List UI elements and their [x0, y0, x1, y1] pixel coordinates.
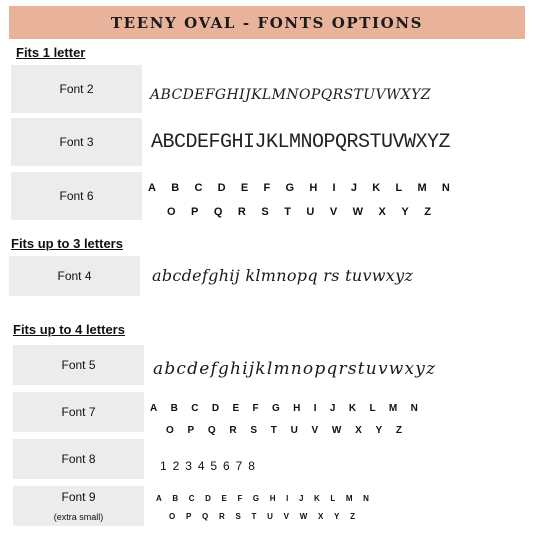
sample-letter: C	[194, 182, 203, 194]
sample-letter: W	[299, 512, 308, 521]
sample-letter: H	[269, 494, 276, 503]
sample-letter: Z	[424, 206, 431, 218]
sample-letter: P	[187, 425, 195, 436]
sample-letter: N	[441, 182, 450, 194]
sample-letter: R	[237, 206, 246, 218]
sample-letter: I	[332, 182, 336, 194]
sample-letter: P	[185, 512, 192, 521]
sample-letter: S	[261, 206, 269, 218]
sample-letter: E	[232, 403, 240, 414]
font-2-label-box	[11, 65, 142, 113]
section-heading-fits-up-to-4-letters: Fits up to 4 letters	[13, 322, 125, 337]
font-5-label-box	[13, 345, 144, 385]
sample-letter: G	[271, 403, 280, 414]
sample-letter: F	[263, 182, 271, 194]
font-9-sample-row-1	[156, 494, 369, 503]
sample-letter: J	[298, 494, 304, 503]
sample-letter: X	[378, 206, 386, 218]
sample-letter: P	[191, 206, 199, 218]
sample-letter: F	[237, 494, 243, 503]
sample-letter: U	[306, 206, 315, 218]
sample-letter: N	[363, 494, 369, 503]
sample-letter: U	[267, 512, 273, 521]
font-9-sample-row-2	[169, 512, 355, 521]
sample-letter: O	[166, 425, 174, 436]
sample-letter: G	[285, 182, 295, 194]
font-4-sample: abcdefghij klmnopq rs tuvwxyz	[152, 266, 414, 285]
sample-letter: O	[167, 206, 176, 218]
sample-letter: Y	[334, 512, 340, 521]
sample-letter: N	[410, 403, 418, 414]
sample-letter: Y	[401, 206, 409, 218]
sample-letter: V	[329, 206, 338, 218]
sample-letter: H	[309, 182, 318, 194]
sample-letter: W	[352, 206, 364, 218]
page-title: TEENY OVAL - FONTS OPTIONS	[110, 13, 424, 32]
sample-letter: Z	[395, 425, 402, 436]
font-6-sample-row-1	[148, 182, 450, 194]
font-9-label: Font 9	[61, 490, 96, 504]
font-9-label-box	[13, 486, 144, 526]
sample-letter: H	[293, 403, 301, 414]
sample-letter: U	[290, 425, 298, 436]
font-7-label: Font 7	[61, 405, 96, 419]
font-9-sublabel: (extra small)	[53, 512, 104, 522]
sample-letter: B	[172, 494, 179, 503]
sample-letter: L	[369, 403, 376, 414]
font-3-label-box	[11, 118, 142, 166]
sample-letter: C	[191, 403, 199, 414]
sample-letter: V	[283, 512, 289, 521]
font-5-label: Font 5	[61, 358, 96, 372]
sample-letter: A	[156, 494, 162, 503]
sample-letter: S	[235, 512, 241, 521]
sample-letter: L	[395, 182, 403, 194]
sample-letter: L	[330, 494, 336, 503]
sample-letter: V	[311, 425, 319, 436]
sample-letter: M	[345, 494, 353, 503]
font-7-sample-row-1	[150, 403, 418, 414]
sample-letter: M	[417, 182, 427, 194]
sample-letter: K	[314, 494, 320, 503]
sample-letter: T	[284, 206, 291, 218]
title-banner	[9, 6, 525, 39]
font-8-label-box	[13, 439, 144, 479]
font-6-label: Font 6	[59, 189, 94, 203]
font-6-label-box	[11, 172, 142, 220]
sample-letter: D	[217, 182, 226, 194]
sample-letter: Y	[375, 425, 383, 436]
sample-letter: S	[250, 425, 258, 436]
sample-letter: W	[331, 425, 342, 436]
sample-letter: T	[270, 425, 277, 436]
sample-letter: O	[169, 512, 176, 521]
sample-letter: A	[150, 403, 158, 414]
font-8-label: Font 8	[61, 452, 96, 466]
sample-letter: D	[211, 403, 220, 414]
sample-letter: D	[205, 494, 211, 503]
sample-letter: T	[251, 512, 257, 521]
sample-letter: R	[218, 512, 225, 521]
sample-letter: K	[348, 403, 357, 414]
sample-letter: J	[350, 182, 357, 194]
sample-letter: E	[240, 182, 249, 194]
font-6-sample-row-2	[167, 206, 431, 218]
sample-letter: A	[148, 182, 156, 194]
font-7-sample-row-2	[166, 425, 402, 436]
sample-letter: B	[170, 403, 178, 414]
section-heading-fits-up-to-3-letters: Fits up to 3 letters	[11, 236, 123, 251]
font-4-label: Font 4	[57, 269, 92, 283]
sample-letter: B	[171, 182, 180, 194]
sample-letter: J	[329, 403, 336, 414]
font-4-label-box	[9, 256, 140, 296]
font-5-sample: abcdefghijklmnopqrstuvwxyz	[153, 359, 437, 379]
sample-letter: E	[221, 494, 227, 503]
sample-letter: R	[229, 425, 237, 436]
sample-letter: X	[355, 425, 362, 436]
sample-letter: Q	[207, 425, 216, 436]
section-heading-fits-1-letter: Fits 1 letter	[16, 45, 86, 60]
sample-letter: M	[388, 403, 398, 414]
sample-letter: F	[252, 403, 259, 414]
font-2-sample: ABCDEFGHIJKLMNOPQRSTUVWXYZ	[150, 87, 431, 103]
sample-letter: C	[188, 494, 195, 503]
sample-letter: K	[372, 182, 381, 194]
sample-letter: Q	[202, 512, 209, 521]
font-3-label: Font 3	[59, 135, 94, 149]
font-8-sample: 1 2 3 4 5 6 7 8	[160, 459, 257, 473]
font-3-sample: ABCDEFGHIJKLMNOPQRSTUVWXYZ	[151, 131, 451, 154]
sample-letter: Z	[350, 512, 355, 521]
sample-letter: Q	[213, 206, 223, 218]
sample-letter: I	[313, 403, 317, 414]
sample-letter: I	[286, 494, 289, 503]
font-7-label-box	[13, 392, 144, 432]
font-2-label: Font 2	[59, 82, 94, 96]
sample-letter: X	[317, 512, 324, 521]
sample-letter: G	[252, 494, 260, 503]
